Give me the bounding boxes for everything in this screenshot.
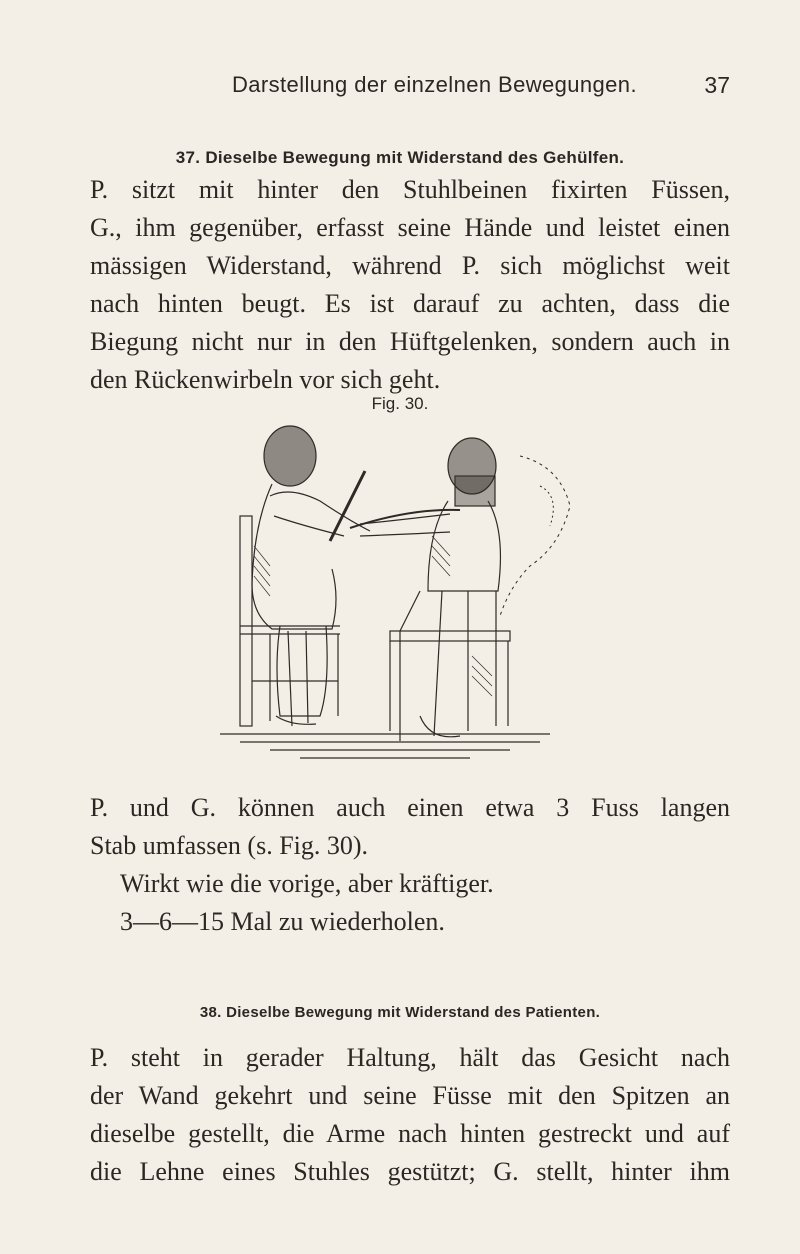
section-38-line-1: P. steht in gerader Haltung, hält das Gesicht nach: [90, 1043, 730, 1072]
after-figure-line-2: Stab umfassen (s. Fig. 30).: [90, 831, 369, 860]
section-37-line-3: mässigen Widerstand, während P. sich möglichst weit: [90, 251, 730, 280]
section-37-line-5: Biegung nicht nur in den Hüftgelenken, sondern auch in: [90, 327, 730, 356]
section-38-line-3: dieselbe gestellt, die Arme nach hinten gestreckt und auf: [90, 1119, 730, 1148]
after-figure-line-1: P. und G. können auch einen etwa 3 Fuss langen: [90, 793, 730, 822]
section-37-line-1: P. sitzt mit hinter den Stuhlbeinen fixirten Füssen,: [90, 175, 730, 204]
section-37-line-2: G., ihm gegenüber, erfasst seine Hände und leistet einen: [90, 213, 730, 242]
page-number: 37: [704, 72, 730, 98]
section-37-line-4: nach hinten beugt. Es ist darauf zu achten, dass die: [90, 289, 730, 318]
figure-30-illustration: [210, 416, 610, 776]
engraving-linework: [220, 426, 570, 758]
after-figure-line-4: 3—6—15 Mal zu wiederholen.: [120, 907, 445, 936]
running-head: [90, 72, 730, 106]
running-title: Darstellung der einzelnen Bewegungen.: [232, 72, 637, 97]
section-38-heading: 38. Dieselbe Bewegung mit Widerstand des Patienten.: [199, 1004, 601, 1021]
after-figure-line-3: Wirkt wie die vorige, aber kräftiger.: [120, 869, 494, 898]
section-38-line-2: der Wand gekehrt und seine Füsse mit den Spitzen an: [90, 1081, 730, 1110]
section-38-line-4: die Lehne eines Stuhles gestützt; G. stellt, hinter ihm: [90, 1157, 730, 1186]
figure-caption: Fig. 30.: [371, 394, 429, 413]
section-37-line-6: den Rückenwirbeln vor sich geht.: [90, 365, 441, 394]
section-37-heading: 37. Dieselbe Bewegung mit Widerstand des Gehülfen.: [175, 148, 625, 167]
